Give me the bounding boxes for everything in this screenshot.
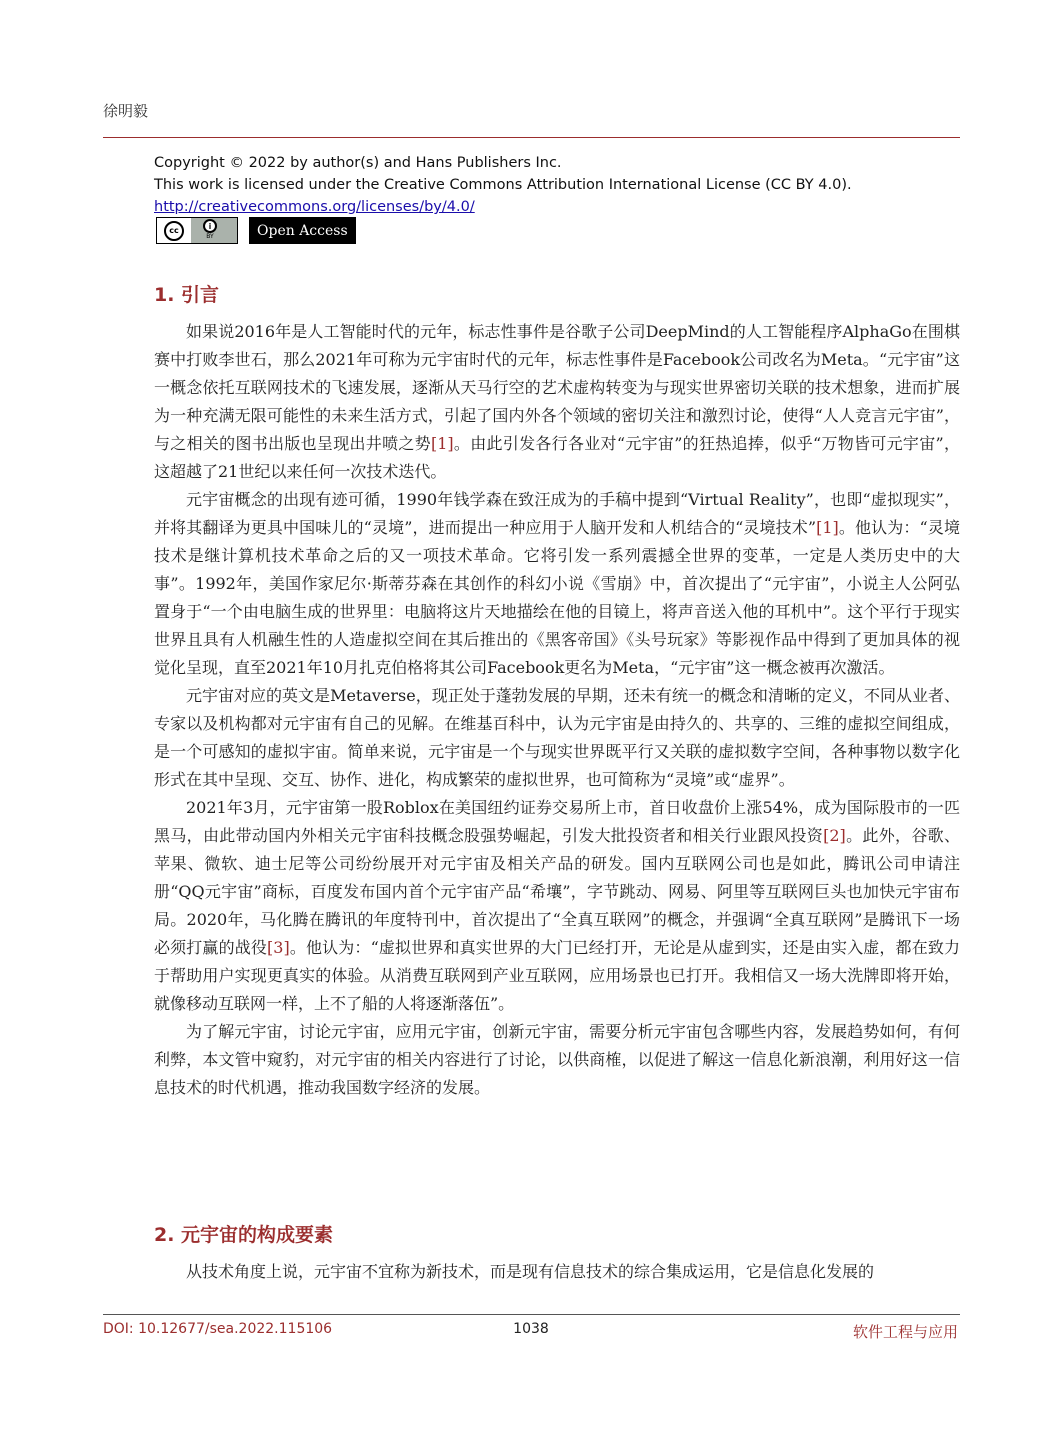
header-rule bbox=[103, 137, 960, 138]
citation-link[interactable]: [2] bbox=[823, 826, 846, 845]
paragraph: 如果说2016年是人工智能时代的元年，标志性事件是谷歌子公司DeepMind的人工智能程序AlphaGo在围棋赛中打败李世石，那么2021年可称为元宇宙时代的元年，标志性事件是Facebook公司改名为Meta。“元宇宙”这一概念依托互联网技术的飞速发展，逐渐从天马行空的艺术虚构转变为与现实世界密切关联的技术想象，进而扩展为一种充满无限可能性的未来生活方式，引起了国内外各个领域的密切关注和激烈讨论，使得“人人竞言元宇宙”，与之相关的图书出版也呈现出井喷之势[1]。由此引发各行各业对“元宇宙”的狂热追捧，似乎“万物皆可元宇宙”，这超越了21世纪以来任何一次技术迭代。 bbox=[154, 322, 960, 481]
license-block bbox=[154, 152, 852, 218]
citation-link[interactable]: [1] bbox=[430, 434, 454, 453]
by-icon: i BY bbox=[199, 219, 221, 241]
paragraph: 为了解元宇宙，讨论元宇宙，应用元宇宙，创新元宇宙，需要分析元宇宙包含哪些内容，发展趋势如何，有何利弊，本文管中窥豹，对元宇宙的相关内容进行了讨论，以供商榷，以促进了解这一信息化新浪潮，利用好这一信息技术的时代机遇，推动我国数字经济的发展。 bbox=[154, 1022, 960, 1097]
footer-rule bbox=[103, 1314, 960, 1315]
footer-page-number: 1038 bbox=[513, 1321, 549, 1337]
footer-journal: 软件工程与应用 bbox=[852, 1323, 958, 1341]
open-access-badge[interactable]: Open Access bbox=[249, 217, 356, 244]
paragraph: 元宇宙概念的出现有迹可循，1990年钱学森在致汪成为的手稿中提到“Virtual Reality”，也即“虚拟现实”，并将其翻译为更具中国味儿的“灵境”，进而提出一种应用于人脑开发和人机结合的“灵境技术”[1]。他认为：“灵境技术是继计算机技术革命之后的又一项技术革命。它将引发一系列震撼全世界的变革，一定是人类历史中的大事”。1992年，美国作家尼尔·斯蒂芬森在其创作的科幻小说《雪崩》中，首次提出了“元宇宙”，小说主人公阿弘置身于“一个由电脑生成的世界里：电脑将这片天地描绘在他的目镜上，将声音送入他的耳机中”。这个平行于现实世界且具有人机融生性的人造虚拟空间在其后推出的《黑客帝国》《头号玩家》等影视作品中得到了更加具体的视觉化呈现，直至2021年10月扎克伯格将其公司Facebook更名为Meta，“元宇宙”这一概念被再次激活。 bbox=[154, 490, 960, 677]
cc-icon: cc bbox=[164, 221, 184, 241]
section-body-components bbox=[154, 1258, 960, 1286]
cc-by-icon[interactable] bbox=[156, 217, 238, 244]
footer-doi[interactable]: DOI: 10.12677/sea.2022.115106 bbox=[103, 1321, 333, 1337]
paragraph: 2021年3月，元宇宙第一股Roblox在美国纽约证券交易所上市，首日收盘价上涨54%，成为国际股市的一匹黑马，由此带动国内外相关元宇宙科技概念股强势崛起，引发大批投资者和相关行业跟风投资[2]。此外，谷歌、苹果、微软、迪士尼等公司纷纷展开对元宇宙及相关产品的研发。国内互联网公司也是如此，腾讯公司申请注册“QQ元宇宙”商标，百度发布国内首个元宇宙产品“希壤”，字节跳动、网易、阿里等互联网巨头也加快元宇宙布局。2020年，马化腾在腾讯的年度特刊中，首次提出了“全真互联网”的概念，并强调“全真互联网”是腾讯下一场必须打赢的战役[3]。他认为：“虚拟世界和真实世界的大门已经打开，无论是从虚到实，还是由实入虚，都在致力于帮助用户实现更真实的体验。从消费互联网到产业互联网，应用场景也已打开。我相信又一场大洗牌即将开始，就像移动互联网一样，上不了船的人将逐渐落伍”。 bbox=[154, 798, 960, 1013]
person-icon: i bbox=[203, 219, 217, 233]
license-link[interactable]: http://creativecommons.org/licenses/by/4.0/ bbox=[154, 199, 475, 215]
license-badges bbox=[156, 217, 356, 244]
running-header-author: 徐明毅 bbox=[103, 102, 149, 120]
citation-link[interactable]: [3] bbox=[267, 938, 290, 957]
section-body-intro bbox=[154, 318, 960, 1102]
section-heading-intro: 1. 引言 bbox=[154, 284, 220, 306]
paragraph: 元宇宙对应的英文是Metaverse，现正处于蓬勃发展的早期，还未有统一的概念和清晰的定义，不同从业者、专家以及机构都对元宇宙有自己的见解。在维基百科中，认为元宇宙是由持久的、共享的、三维的虚拟空间组成，是一个可感知的虚拟宇宙。简单来说，元宇宙是一个与现实世界既平行又关联的虚拟数字空间，各种事物以数字化形式在其中呈现、交互、协作、进化，构成繁荣的虚拟世界，也可简称为“灵境”或“虚界”。 bbox=[154, 686, 960, 789]
citation-link[interactable]: [1] bbox=[816, 518, 839, 537]
section-heading-components: 2. 元宇宙的构成要素 bbox=[154, 1224, 334, 1246]
copyright-line: Copyright © 2022 by author(s) and Hans Publishers Inc. bbox=[154, 155, 562, 171]
paragraph: 从技术角度上说，元宇宙不宜称为新技术，而是现有信息技术的综合集成运用，它是信息化发展的 bbox=[186, 1262, 875, 1281]
license-statement: This work is licensed under the Creative Commons Attribution International License (CC BY 4.0). bbox=[154, 177, 852, 193]
